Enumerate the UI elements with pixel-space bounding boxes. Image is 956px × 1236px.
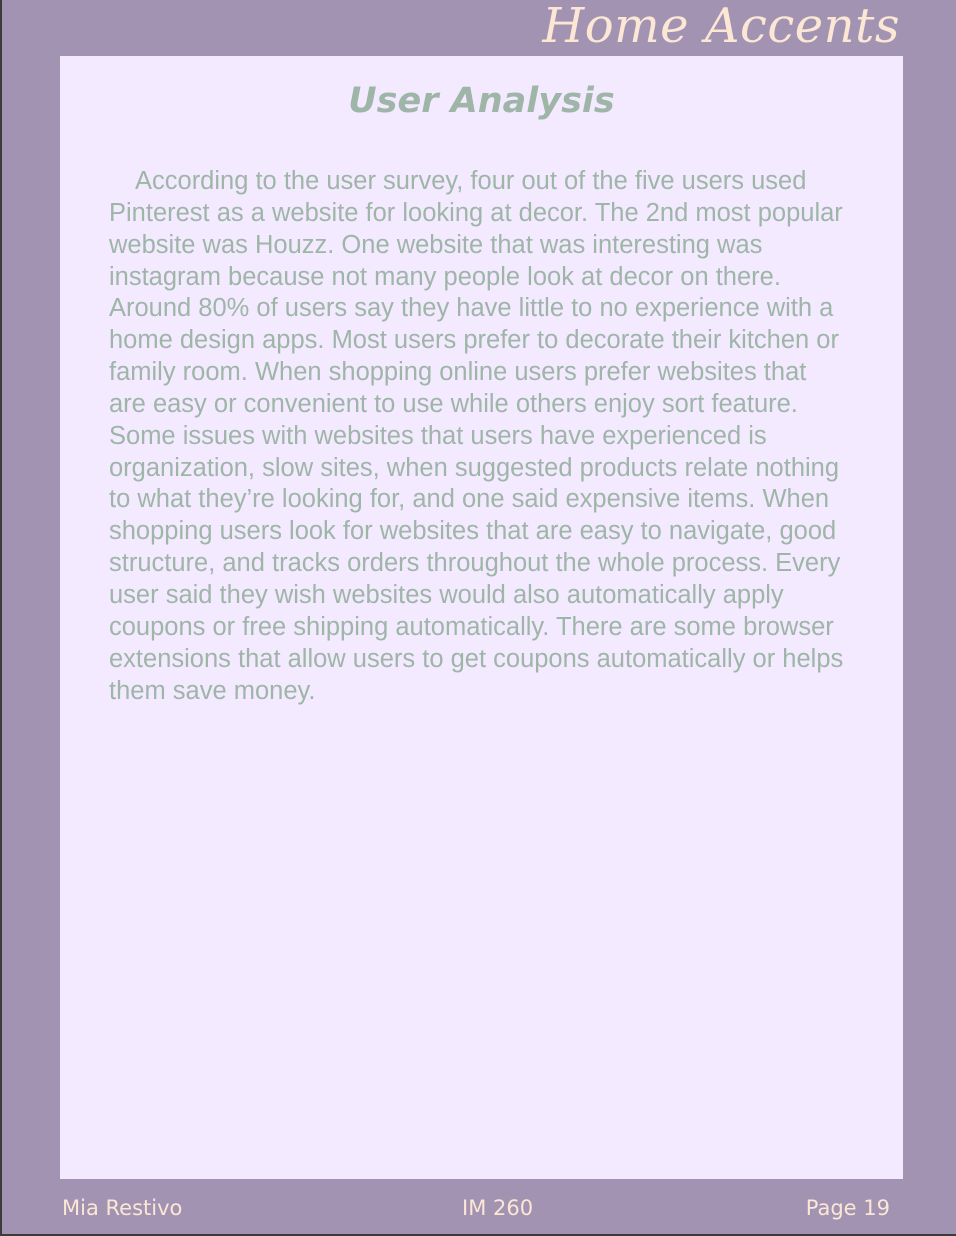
body-paragraph: According to the user survey, four out of the five users used Pinterest as a website for looking at decor. The 2nd most popular website was Houzz. One website that was interesting was instagram because not many people look at decor on there. Around 80% of users say they have little to no experience with a home design apps. Most users prefer to decorate their kitchen or family room. When shopping online users prefer websites that are easy or convenient to use while others enjoy sort feature. Some issues with websites that users have experienced is organization, slow sites, when suggested products relate nothing to what they’re looking for, and one said expensive items. When shopping users look for websites that are easy to navigate, good structure, and tracks orders throughout the whole process. Every user said they wish websites would also automatically apply coupons or free shipping automatically. There are some browser extensions that allow users to get coupons automatically or helps them save money.	[109, 167, 844, 705]
footer-author: Mia Restivo	[62, 1196, 183, 1220]
page-title: User Analysis	[348, 81, 615, 121]
footer-page-number: Page 19	[805, 1196, 890, 1220]
footer-course: IM 260	[462, 1196, 534, 1220]
brand-title: Home Accents	[542, 0, 900, 54]
content-panel	[60, 56, 903, 1179]
